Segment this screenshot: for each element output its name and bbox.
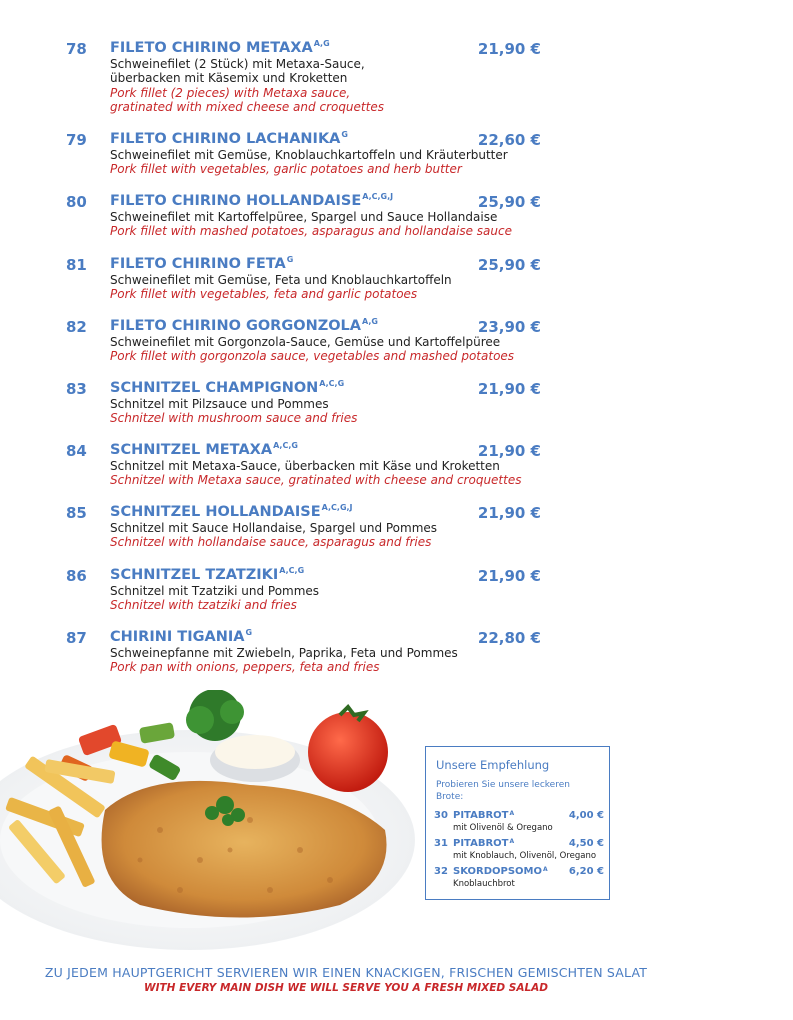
item-price: 23,90 €	[477, 318, 541, 336]
item-name: CHIRINI $TIGANIA^G$	[110, 628, 253, 645]
bread-price: 4,00 €	[568, 810, 604, 821]
description-de: überbacken mit Käsemix und Kroketten	[110, 71, 348, 85]
description-de: Schweinefilet (2 Stück) mit Metaxa-Sauce,	[110, 57, 365, 71]
description-en: gratinated with mixed cheese and croquettes	[110, 100, 384, 114]
description-en: Pork fillet with vegetables, garlic potatoes and herb butter	[110, 162, 462, 176]
bread-item	[426, 810, 609, 838]
description-de: Schnitzel mit Sauce Hollandaise, Spargel und Pommes	[110, 521, 438, 535]
bread-name: $SKORDOPSOMO^A$	[453, 866, 548, 877]
item-name: SCHNITZEL $CHAMPIGNON^{A,C,G}$	[110, 379, 345, 396]
bread-number: 30	[434, 810, 448, 821]
menu-item	[0, 629, 793, 691]
description-de: Schnitzel mit Pilzsauce und Pommes	[110, 397, 329, 411]
footer-salad-note-en: WITH EVERY MAIN DISH WE WILL SERVE YOU A FRESH MIXED SALAD	[144, 982, 548, 994]
item-price: 21,90 €	[477, 40, 541, 58]
item-number: 79	[66, 131, 87, 149]
item-name: SCHNITZEL $HOLLANDAISE^{A,C,G,J}$	[110, 503, 353, 520]
item-price: 21,90 €	[477, 442, 541, 460]
item-name: SCHNITZEL $METAXA^{A,C,G}$	[110, 441, 298, 458]
item-name: FILETO CHIRINO $FETA^G$	[110, 255, 294, 272]
item-number: 82	[66, 318, 87, 336]
menu-item	[0, 318, 793, 380]
allergen-codes: A	[543, 866, 548, 873]
menu-item	[0, 131, 793, 193]
menu-item	[0, 567, 793, 629]
allergen-codes: A,C,G	[279, 566, 305, 575]
description-de: Schnitzel mit Tzatziki und Pommes	[110, 584, 320, 598]
item-price: 21,90 €	[477, 380, 541, 398]
menu-item	[0, 193, 793, 255]
item-number: 83	[66, 380, 87, 398]
description-en: Schnitzel with hollandaise sauce, asparagus and fries	[110, 535, 432, 549]
bread-price: 4,50 €	[568, 838, 604, 849]
description-de: Schnitzel mit Metaxa-Sauce, überbacken mit Käse und Kroketten	[110, 459, 500, 473]
item-number: 78	[66, 40, 87, 58]
item-price: 25,90 €	[477, 193, 541, 211]
bread-name: $PITABROT^A$	[453, 838, 515, 849]
menu-item	[0, 442, 793, 504]
item-name: FILETO CHIRINO $GORGONZOLA^{A,G}$	[110, 317, 378, 334]
menu-item	[0, 380, 793, 442]
bread-price: 6,20 €	[568, 866, 604, 877]
item-price: 21,90 €	[477, 567, 541, 585]
description-en: Pork fillet with gorgonzola sauce, vegetables and mashed potatoes	[110, 349, 515, 363]
bread-description: mit Olivenöl & Oregano	[453, 823, 553, 833]
allergen-codes: A,C,G,J	[362, 192, 394, 201]
item-name: FILETO CHIRINO $HOLLANDAISE^{A,C,G,J}$	[110, 192, 394, 209]
recommendation-title: Unsere Empfehlung	[436, 758, 550, 772]
menu-item	[0, 504, 793, 566]
description-de: Schweinefilet mit Gorgonzola-Sauce, Gemüse und Kartoffelpüree	[110, 335, 501, 349]
description-en: Schnitzel with mushroom sauce and fries	[110, 411, 358, 425]
recommendation-box	[425, 746, 610, 900]
description-en: Schnitzel with tzatziki and fries	[110, 598, 297, 612]
bread-number: 31	[434, 838, 448, 849]
description-de: Schweinepfanne mit Zwiebeln, Paprika, Feta und Pommes	[110, 646, 458, 660]
allergen-codes: G	[245, 628, 253, 637]
item-price: 22,60 €	[477, 131, 541, 149]
description-en: Pork pan with onions, peppers, feta and fries	[110, 660, 380, 674]
footer-salad-note-de: ZU JEDEM HAUPTGERICHT SERVIEREN WIR EINEN KNACKIGEN, FRISCHEN GEMISCHTEN SALAT	[44, 965, 648, 980]
item-number: 85	[66, 504, 87, 522]
item-number: 86	[66, 567, 87, 585]
bread-item	[426, 866, 609, 894]
description-en: Schnitzel with Metaxa sauce, gratinated with cheese and croquettes	[110, 473, 522, 487]
allergen-codes: A,C,G	[273, 441, 298, 450]
item-price: 22,80 €	[477, 629, 541, 647]
bread-description: Knoblauchbrot	[453, 879, 515, 889]
item-price: 21,90 €	[477, 504, 541, 522]
item-number: 84	[66, 442, 87, 460]
item-name: FILETO CHIRINO $METAXA^{A,G}$	[110, 39, 330, 56]
description-en: Pork fillet (2 pieces) with Metaxa sauce,	[110, 86, 351, 100]
allergen-codes: A	[509, 810, 515, 817]
menu-item	[0, 256, 793, 318]
item-number: 87	[66, 629, 87, 647]
description-de: Schweinefilet mit Gemüse, Knoblauchkartoffeln und Kräuterbutter	[110, 148, 508, 162]
allergen-codes: A,G	[362, 317, 378, 326]
schnitzel-photo	[0, 690, 420, 955]
allergen-codes: G	[286, 255, 294, 264]
description-de: Schweinefilet mit Gemüse, Feta und Knoblauchkartoffeln	[110, 273, 452, 287]
bread-item	[426, 838, 609, 866]
description-de: Schweinefilet mit Kartoffelpüree, Spargel und Sauce Hollandaise	[110, 210, 498, 224]
allergen-codes: A,C,G	[319, 379, 345, 388]
recommendation-subtitle: Probieren Sie unsere leckeren Brote:	[436, 780, 570, 802]
bread-description: mit Knoblauch, Olivenöl, Oregano	[453, 851, 597, 861]
menu-item	[0, 39, 793, 114]
item-number: 81	[66, 256, 87, 274]
bread-number: 32	[434, 866, 448, 877]
allergen-codes: A,C,G,J	[321, 503, 353, 512]
allergen-codes: A	[509, 838, 515, 845]
allergen-codes: G	[341, 130, 348, 139]
allergen-codes: A,G	[313, 39, 330, 48]
item-name: SCHNITZEL $TZATZIKI^{A,C,G}$	[110, 566, 305, 583]
description-en: Pork fillet with vegetables, feta and garlic potatoes	[110, 287, 418, 301]
bread-name: $PITABROT^A$	[453, 810, 515, 821]
item-price: 25,90 €	[477, 256, 541, 274]
description-en: Pork fillet with mashed potatoes, asparagus and hollandaise sauce	[110, 224, 512, 238]
item-name: FILETO CHIRINO $LACHANIKA^G$	[110, 130, 348, 147]
item-number: 80	[66, 193, 87, 211]
